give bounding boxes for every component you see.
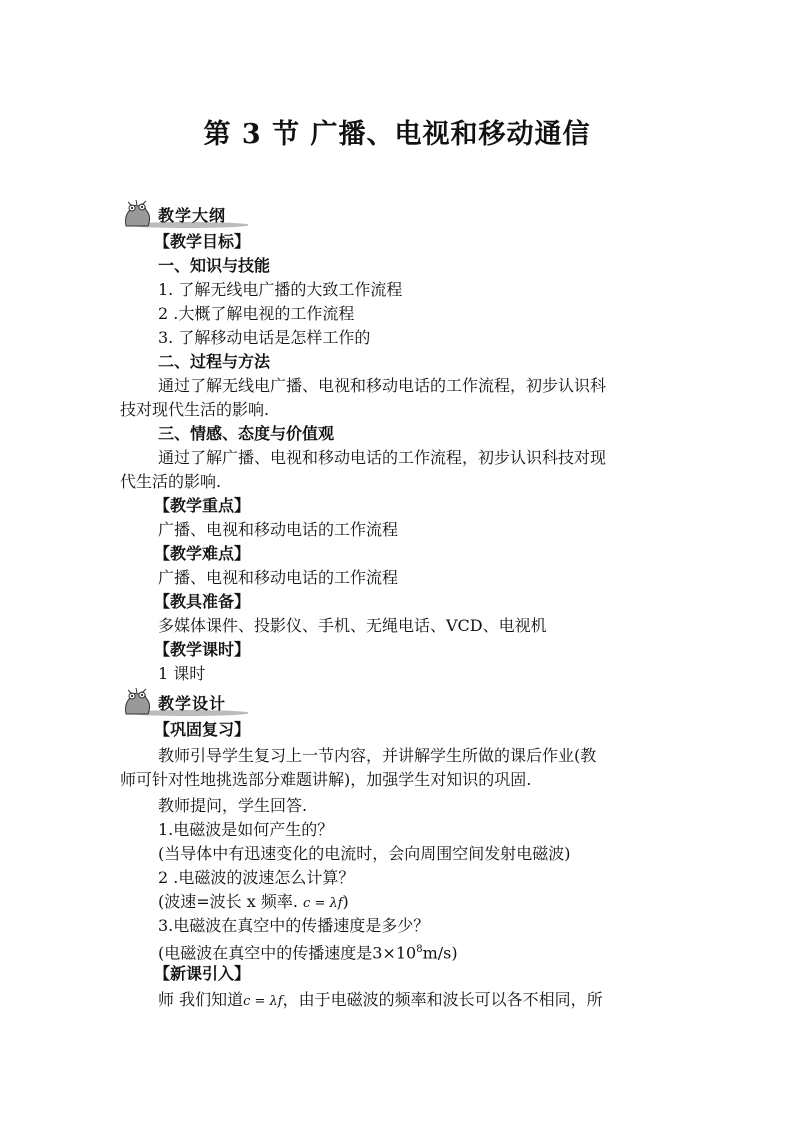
paragraph-line: 教师引导学生复习上一节内容，并讲解学生所做的课后作业(教	[158, 746, 597, 765]
section-badge-design	[118, 686, 248, 718]
paragraph-line: 教师提问，学生回答.	[158, 796, 308, 815]
paragraph-line: 代生活的影响.	[120, 472, 222, 491]
page-title: 第 3 节 广播、电视和移动通信	[203, 119, 591, 150]
section-badge-label: 教学大纲	[158, 206, 227, 225]
heading-knowledge: 一、知识与技能	[158, 256, 271, 275]
answer-text: )	[342, 892, 349, 911]
question-line: 1.电磁波是如何产生的？	[158, 820, 334, 839]
heading-introduction: 【新课引入】	[154, 964, 251, 983]
answer-text: m/s)	[422, 943, 458, 963]
paragraph-line: 技对现代生活的影响.	[120, 400, 270, 419]
paragraph-line: 师可针对性地挑选部分难题讲解)，加强学生对知识的巩固.	[120, 770, 532, 789]
answer-text: (电磁波在真空中的传播速度是3×10	[158, 943, 417, 963]
heading-materials: 【教具准备】	[154, 592, 251, 611]
answer-line	[158, 940, 458, 963]
list-item: 2 .大概了解电视的工作流程	[158, 304, 355, 323]
paragraph-line	[158, 990, 603, 1012]
heading-periods: 【教学课时】	[154, 640, 251, 659]
paragraph-line: 通过了解无线电广播、电视和移动电话的工作流程，初步认识科	[158, 376, 607, 395]
paragraph-line: 多媒体课件、投影仪、手机、无绳电话、VCD、电视机	[158, 616, 547, 635]
section-badge-label: 教学设计	[158, 694, 227, 713]
heading-key-points: 【教学重点】	[154, 496, 251, 515]
heading-difficulties: 【教学难点】	[154, 544, 251, 563]
heading-process: 二、过程与方法	[158, 352, 271, 371]
paragraph-line: 通过了解广播、电视和移动电话的工作流程，初步认识科技对现	[158, 448, 607, 467]
heading-objectives: 【教学目标】	[154, 232, 251, 251]
question-line: 3.电磁波在真空中的传播速度是多少？	[158, 916, 430, 935]
answer-line: (当导体中有迅速变化的电流时，会向周围空间发射电磁波)	[158, 844, 571, 863]
exponent: 8	[416, 944, 423, 955]
paragraph-line: 广播、电视和移动电话的工作流程	[158, 568, 399, 587]
paragraph-text: 师 我们知道	[158, 990, 244, 1009]
answer-text: (波速=波长 x 频率.	[158, 892, 298, 911]
heading-values: 三、情感、态度与价值观	[158, 424, 335, 443]
list-item: 1. 了解无线电广播的大致工作流程	[158, 280, 403, 299]
heading-review: 【巩固复习】	[154, 720, 251, 739]
paragraph-line: 1 课时	[158, 664, 206, 683]
section-badge-outline	[118, 198, 248, 230]
formula: c = λf	[243, 994, 283, 1009]
list-item: 3. 了解移动电话是怎样工作的	[158, 328, 371, 347]
question-line: 2 .电磁波的波速怎么计算？	[158, 868, 355, 887]
formula: c = λf	[303, 896, 343, 911]
answer-line	[158, 892, 349, 914]
paragraph-text: ，由于电磁波的频率和波长可以各不相同，所	[282, 990, 603, 1009]
paragraph-line: 广播、电视和移动电话的工作流程	[158, 520, 399, 539]
